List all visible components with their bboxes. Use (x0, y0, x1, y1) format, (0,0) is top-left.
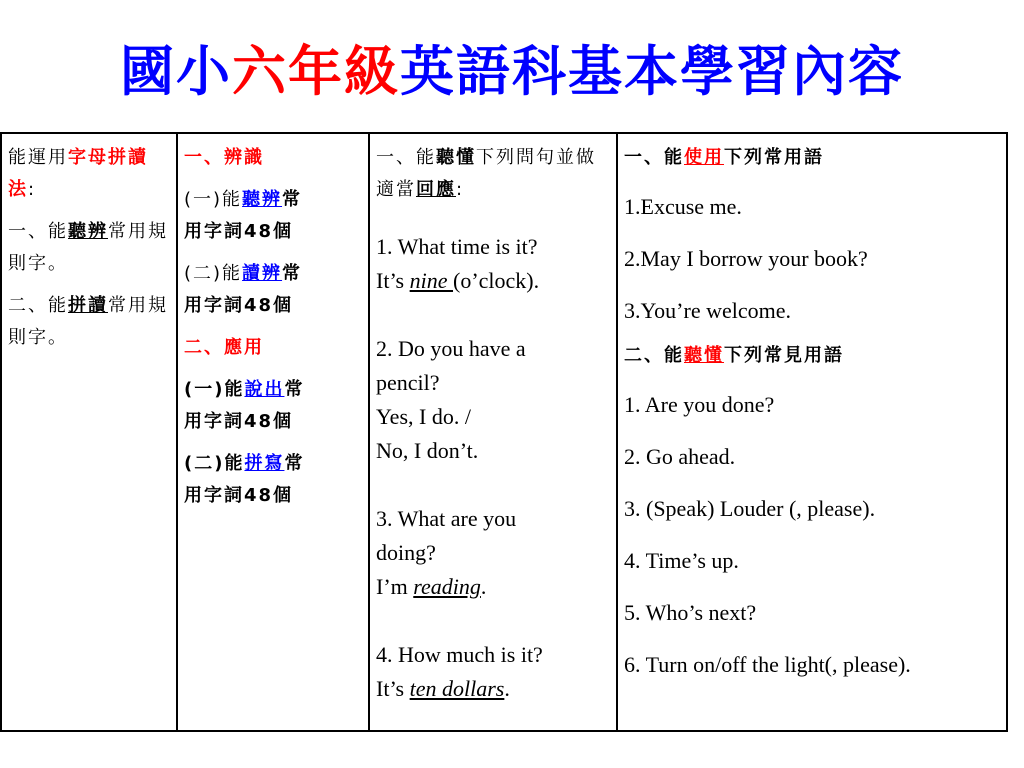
answer-4-prefix: It’s (376, 676, 410, 701)
answer-1-suffix: (o’clock). (453, 268, 540, 293)
expression-use-2: 2.May I borrow your book? (624, 246, 868, 271)
vocab-item-4-prefix: (二)能 (184, 453, 245, 474)
answer-3-suffix: . (480, 574, 487, 599)
vocab-section-2-heading: 二、應用 (184, 337, 264, 358)
expressions-heading-1 (624, 142, 1000, 174)
questions-column (369, 133, 617, 731)
vocab-item-1-text-a: 常 (282, 189, 303, 210)
vocab-item-3-keyword: 說出 (244, 379, 285, 400)
expression-use-1: 1.Excuse me. (624, 194, 742, 219)
answer-1-keyword: nine (409, 268, 454, 293)
content-table (0, 132, 1008, 732)
question-2-line-1: 2. Do you have a (376, 336, 526, 361)
question-4-answer (376, 672, 610, 706)
title-part-grade: 六年級 (232, 39, 400, 103)
expressions-heading-1-prefix: 一、能 (624, 147, 684, 168)
expressions-column (617, 133, 1007, 731)
questions-heading-keyword: 聽懂 (436, 147, 476, 168)
phonics-item-1 (8, 216, 170, 280)
expression-listen-1: 1. Are you done? (624, 392, 775, 417)
question-3-line-2: doing? (376, 540, 436, 565)
question-1-text: 1. What time is it? (376, 234, 538, 259)
expression-listen-6: 6. Turn on/off the light(, please). (624, 652, 911, 677)
expressions-heading-1-keyword: 使用 (684, 147, 724, 168)
questions-heading-keyword-2: 回應 (416, 179, 456, 200)
question-4-text: 4. How much is it? (376, 642, 543, 667)
phonics-intro-text: 能運用 (8, 147, 68, 168)
expression-listen-4: 4. Time’s up. (624, 548, 739, 573)
answer-1-prefix: It’s (376, 268, 410, 293)
vocab-item-4-keyword: 拼寫 (244, 453, 285, 474)
expressions-heading-2-text: 下列常見用語 (724, 345, 844, 366)
expression-listen-5: 5. Who’s next? (624, 600, 757, 625)
question-2 (376, 332, 610, 468)
answer-2-line-1: Yes, I do. / (376, 404, 471, 429)
answer-4-suffix: . (504, 676, 510, 701)
phonics-item-1-text: 常用規則字。 (8, 221, 168, 274)
answer-4-keyword: ten dollars (409, 676, 505, 701)
vocab-item-1-prefix: (一)能 (184, 189, 243, 210)
vocab-item-4-text-a: 常 (284, 453, 305, 474)
questions-heading-prefix: 一、能 (376, 147, 436, 168)
title-part-grade-level: 國小 (120, 39, 232, 103)
question-1-answer (376, 264, 610, 298)
phonics-intro (8, 142, 170, 206)
vocab-item-3-text-a: 常 (284, 379, 305, 400)
phonics-item-2-keyword: 拼讀 (68, 295, 108, 316)
question-3-line-1: 3. What are you (376, 506, 517, 531)
title-part-subject: 英語科基本學習內容 (400, 39, 904, 103)
vocab-section-1-heading: 一、辨識 (184, 147, 264, 168)
page-title (0, 39, 1024, 103)
answer-3-keyword: reading (413, 574, 481, 599)
phonics-column (1, 133, 177, 731)
vocab-item-1-keyword: 聽辨 (242, 189, 283, 210)
vocabulary-column (177, 133, 369, 731)
question-3 (376, 502, 610, 604)
vocab-item-2-text-b: 用字詞48個 (184, 295, 294, 316)
vocab-item-3-prefix: (一)能 (184, 379, 245, 400)
questions-heading-text: 下列問句並做適當 (376, 147, 596, 200)
question-4 (376, 638, 610, 706)
expression-use-3: 3.You’re welcome. (624, 298, 792, 323)
vocab-item-3-text-b: 用字詞48個 (184, 411, 294, 432)
questions-heading-colon: : (456, 179, 465, 200)
question-1 (376, 230, 610, 298)
vocab-item-2-prefix: (二)能 (184, 263, 243, 284)
phonics-item-1-keyword: 聽辨 (68, 221, 108, 242)
vocab-item-4 (184, 448, 362, 512)
vocab-item-2-text-a: 常 (282, 263, 303, 284)
question-3-answer (376, 570, 610, 604)
expressions-heading-2-keyword: 聽懂 (684, 345, 724, 366)
vocab-item-2 (184, 258, 362, 322)
answer-3-prefix: I’m (376, 574, 414, 599)
answer-2-line-2: No, I don’t. (376, 438, 479, 463)
expressions-heading-1-text: 下列常用語 (724, 147, 824, 168)
phonics-colon: : (28, 179, 37, 200)
vocab-item-2-keyword: 讀辨 (242, 263, 283, 284)
vocab-item-1-text-b: 用字詞48個 (184, 221, 294, 242)
phonics-item-2 (8, 290, 170, 354)
table-row (1, 133, 1007, 731)
phonics-item-2-text: 常用規則字。 (8, 295, 168, 348)
question-2-line-2: pencil? (376, 370, 440, 395)
phonics-item-1-prefix: 一、能 (8, 221, 68, 242)
expression-listen-2: 2. Go ahead. (624, 444, 736, 469)
vocab-item-3 (184, 374, 362, 438)
phonics-term-letters: 字母 (68, 147, 108, 168)
expressions-heading-2-prefix: 二、能 (624, 345, 684, 366)
questions-heading (376, 142, 610, 206)
phonics-item-2-prefix: 二、能 (8, 295, 68, 316)
expression-listen-3: 3. (Speak) Louder (, please). (624, 496, 876, 521)
phonics-term-method: 拼讀法 (8, 147, 148, 200)
vocab-item-4-text-b: 用字詞48個 (184, 485, 294, 506)
vocab-item-1 (184, 184, 362, 248)
expressions-heading-2 (624, 340, 1000, 372)
